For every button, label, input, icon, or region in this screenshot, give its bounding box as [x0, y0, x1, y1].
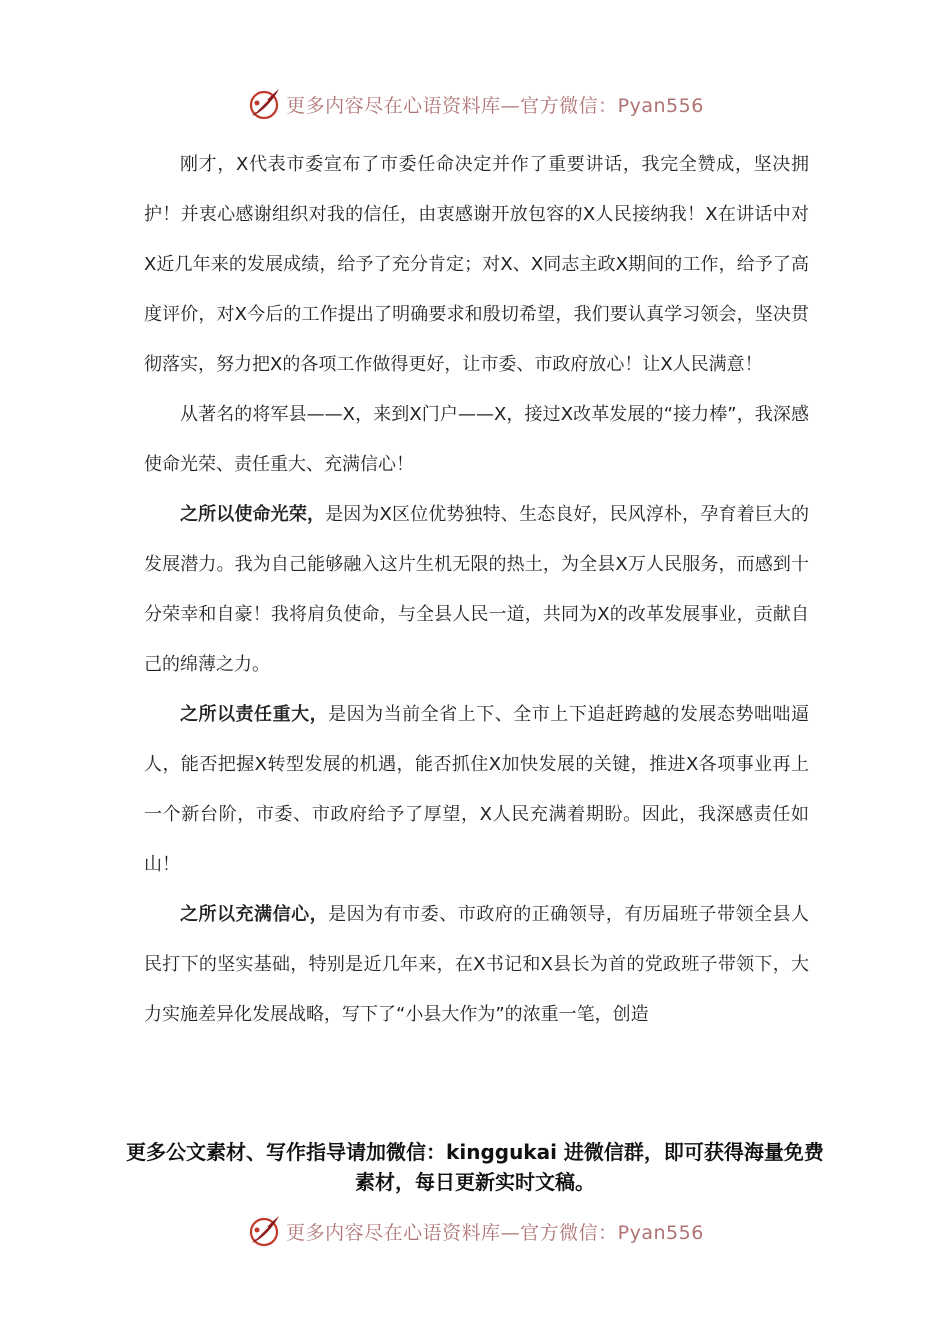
quill-logo-icon	[246, 1213, 282, 1249]
header-banner	[0, 84, 950, 124]
paragraph-3: 之所以使命光荣，是因为X区位优势独特、生态良好，民风淳朴，孕育着巨大的发展潜力。我为自己能够融入这片生机无限的热土，为全县X万人民服务，而感到十分荣幸和自豪！我将肩负使命，与全县人民一道，共同为X的改革发展事业，贡献自己的绵薄之力。	[144, 504, 809, 675]
footer-banner	[0, 1211, 950, 1251]
banner-text: 更多内容尽在心语资料库—官方微信：Pyan556	[286, 1221, 704, 1244]
paragraph-lead: 之所以责任重大，	[180, 704, 329, 725]
document-body	[144, 140, 809, 1040]
paragraph-5: 之所以充满信心，是因为有市委、市政府的正确领导，有历届班子带领全县人民打下的坚实基础，特别是近几年来，在X书记和X县长为首的党政班子带领下，大力实施差异化发展战略，写下了“小县大作为”的浓重一笔，创造	[144, 904, 810, 1025]
quill-logo-icon	[246, 86, 282, 122]
paragraph-4: 之所以责任重大，是因为当前全省上下、全市上下追赶跨越的发展态势咄咄逼人，能否把握X转型发展的机遇，能否抓住X加快发展的关键，推进X各项事业再上一个新台阶，市委、市政府给予了厚望，X人民充满着期盼。因此，我深感责任如山！	[144, 704, 810, 875]
paragraph-lead: 之所以充满信心，	[180, 904, 329, 925]
paragraph-1: 刚才，X代表市委宣布了市委任命决定并作了重要讲话，我完全赞成，坚决拥护！并衷心感谢组织对我的信任，由衷感谢开放包容的X人民接纳我！X在讲话中对X近几年来的发展成绩，给予了充分肯定；对X、X同志主政X期间的工作，给予了高度评价，对X今后的工作提出了明确要求和殷切希望，我们要认真学习领会，坚决贯彻落实，努力把X的各项工作做得更好，让市委、市政府放心！让X人民满意！	[144, 154, 809, 375]
paragraph-lead: 之所以使命光荣，	[180, 504, 326, 525]
paragraph-2: 从著名的将军县——X，来到X门户——X，接过X改革发展的“接力棒”，我深感使命光荣、责任重大、充满信心！	[144, 404, 809, 475]
banner-text: 更多内容尽在心语资料库—官方微信：Pyan556	[286, 94, 704, 117]
footer-note: 更多公文素材、写作指导请加微信：kinggukai 进微信群，即可获得海量免费素材，每日更新实时文稿。	[126, 1140, 824, 1194]
